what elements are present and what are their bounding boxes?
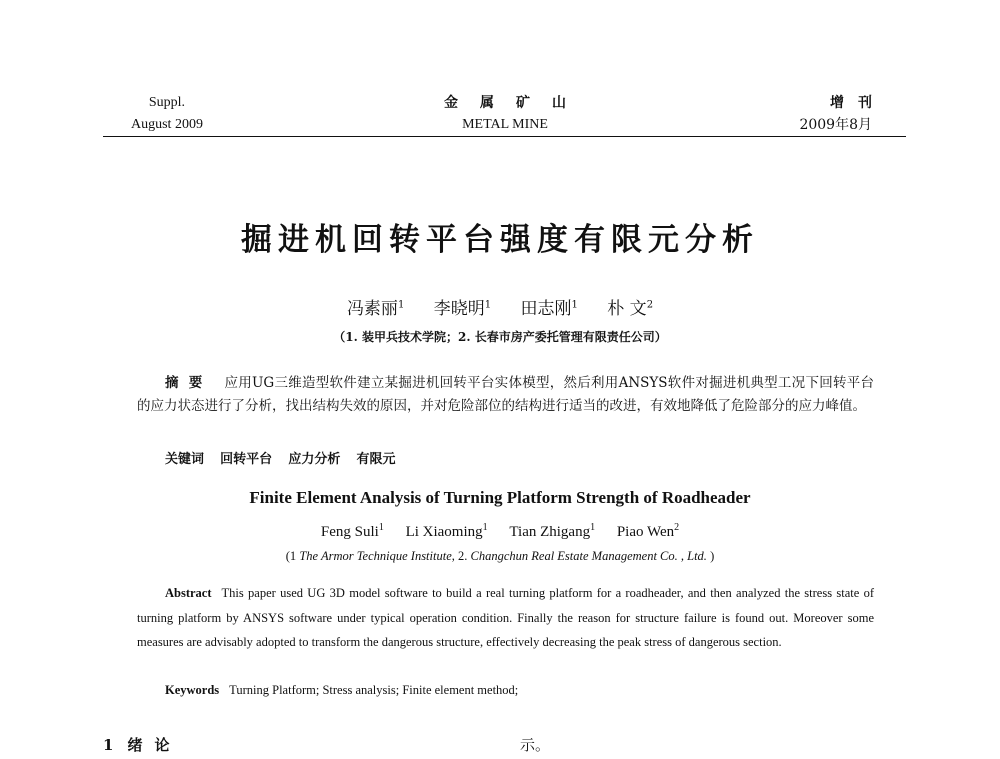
header-center bbox=[400, 92, 610, 136]
author-cn: 朴 文$^2$ bbox=[607, 299, 654, 319]
header-right bbox=[799, 92, 886, 136]
journal-name-en: METAL MINE bbox=[462, 117, 548, 132]
affiliation-en-inst2: Changchun Real Estate Management Co. , Ltd. bbox=[470, 549, 707, 563]
section-heading-1 bbox=[103, 734, 181, 755]
section-number: 1 bbox=[103, 736, 114, 754]
author-cn: 冯素丽$^1$ bbox=[346, 299, 405, 319]
keywords-en-text: Turning Platform; Stress analysis; Finite element method; bbox=[229, 683, 519, 697]
header-date-cn: 2009年8月 bbox=[799, 117, 872, 133]
header-left bbox=[131, 92, 203, 136]
author-list-cn bbox=[0, 294, 1000, 319]
abstract-cn-text: 应用UG三维造型软件建立某掘进机回转平台实体模型，然后利用ANSYS软件对掘进机典型工况下回转平台的应力状态进行了分析，找出结构失效的原因，并对危险部位的结构进行适当的改进，有效地降低了危险部分的应力峰值。 bbox=[137, 375, 874, 414]
author-cn: 田志刚$^1$ bbox=[520, 299, 578, 319]
right-column-text: 示。 bbox=[520, 736, 551, 754]
author-cn: 李晓明$^1$ bbox=[433, 299, 492, 319]
section-title: 绪论 bbox=[127, 736, 182, 754]
keyword-cn: 有限元 bbox=[356, 452, 396, 467]
author-en: Tian Zhigang$^1$ bbox=[509, 522, 596, 540]
paper-title-cn: 掘进机回转平台强度有限元分析 bbox=[241, 222, 759, 258]
journal-name-cn: 金属矿山 bbox=[444, 95, 588, 111]
header-rule bbox=[103, 136, 906, 137]
author-en: Feng Suli$^1$ bbox=[320, 522, 384, 540]
abstract-cn-label: 摘要 bbox=[165, 375, 213, 391]
affiliation-en: (1 The Armor Technique Institute, 2. Changchun Real Estate Management Co. , Ltd. ) bbox=[285, 549, 715, 563]
author-list-en bbox=[0, 522, 1000, 541]
header-date-en: August 2009 bbox=[131, 117, 203, 132]
author-en: Piao Wen$^2$ bbox=[616, 522, 680, 540]
abstract-en bbox=[137, 581, 874, 655]
header-suppl-cn: 增刊 bbox=[830, 95, 886, 111]
keywords-en-label: Keywords bbox=[165, 683, 220, 697]
paper-title-en: Finite Element Analysis of Turning Platform Strength of Roadheader bbox=[249, 488, 751, 507]
keywords-en bbox=[165, 683, 518, 698]
affiliation-cn: （1. 装甲兵技术学院；2. 长春市房产委托管理有限责任公司） bbox=[333, 330, 667, 344]
keywords-cn bbox=[165, 448, 407, 467]
affiliation-en-inst1: The Armor Technique Institute bbox=[299, 549, 452, 563]
keyword-cn: 回转平台 bbox=[220, 452, 273, 467]
header-suppl: Suppl. bbox=[148, 95, 186, 110]
keyword-cn: 应力分析 bbox=[288, 452, 341, 467]
keywords-cn-label: 关键词 bbox=[165, 452, 205, 467]
abstract-cn bbox=[137, 372, 874, 418]
abstract-en-label: Abstract bbox=[165, 586, 212, 600]
abstract-en-text: This paper used UG 3D model software to build a real turning platform for a roadheader, and then analyzed the stress state of turning platform by ANSYS software under typical operation condition. Finally the reason for structure failure is found out. Moreover some measures are advisably adopted to transform the dangerous structure, effectively decreasing the peak stress of dangerous section. bbox=[137, 586, 874, 649]
author-en: Li Xiaoming$^1$ bbox=[405, 522, 488, 540]
